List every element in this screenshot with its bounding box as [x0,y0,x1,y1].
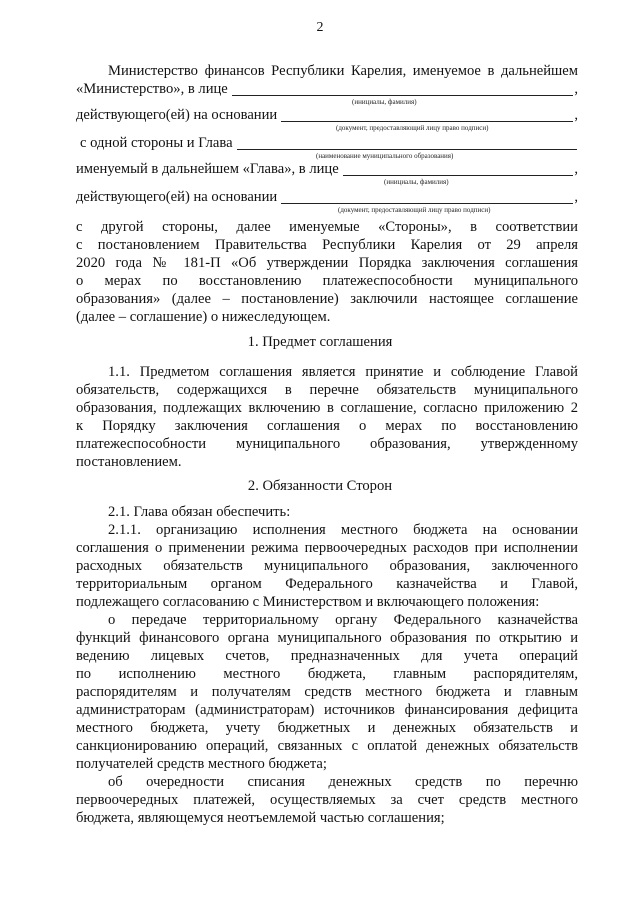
intro-para-line: о мерах по восстановлению платежеспособности муниципального [76,273,578,289]
section-1-line: обязательств, содержащихся в перечне обязательств муниципального [76,382,578,398]
section-2-line: распорядителям и получателям средств местного бюджета и главным [76,684,578,700]
section-2-line: санкционированию операций, связанных с оплатой денежных обязательств [76,738,578,754]
section-2-line: администраторам (администраторам) источников финансирования дефицита [76,702,578,718]
name-blank-1 [232,81,574,96]
page-number: 2 [316,20,324,35]
basis-blank-1 [281,107,573,122]
section-2-line: подлежащего согласованию с Министерством и включающего положения: [76,594,540,610]
intro-para-line: с другой стороны, далее именуемые «Стороны», в соответствии [76,219,578,235]
basis-blank-2 [281,189,573,204]
caption-document-1: (документ, предоставляющий лицу право подписи) [336,124,489,132]
section-2-line: местного бюджета, учету бюджетных и денежных обязательств и [76,720,578,736]
intro-line-5: именуемый в дальнейшем «Глава», в лице , [76,161,578,177]
section-2-line: ведению лицевых счетов, предназначенных для учета операций [76,648,578,664]
section-1-line: платежеспособности муниципального образования, утвержденному [76,436,578,452]
section-1-line: к Порядку заключения соглашения о мерах по восстановлению [76,418,578,434]
caption-municipality: (наименование муниципального образования) [316,152,454,160]
section-2-line: получателей средств местного бюджета; [76,756,327,772]
section-2-line: об очередности списания денежных средств по перечню [108,774,578,790]
intro-line-1: Министерство финансов Республики Карелия, именуемое в дальнейшем [108,63,578,79]
caption-document-2: (документ, предоставляющий лицу право подписи) [338,206,491,214]
section-2-line: по исполнению местного бюджета, главным распорядителям, [76,666,578,682]
intro-line-6: действующего(ей) на основании , [76,189,578,205]
section-2-line: функций финансового органа муниципального образования по открытию и [76,630,578,646]
section-2-line: территориальным органом Федерального казначейства и Главой, [76,576,578,592]
section-2-line: о передаче территориальному органу Федерального казначейства [108,612,578,628]
section-2-line: первоочередных платежей, осуществляемых за счет средств местного [76,792,578,808]
intro-para-line: (далее – соглашение) о нижеследующем. [76,309,331,325]
section-1-line: образования, подлежащих включению в соглашение, согласно приложению 2 [76,400,578,416]
caption-initials-2: (инициалы, фамилия) [384,178,449,186]
intro-line-4: с одной стороны и Глава [80,134,578,152]
section-2-line: соглашения о применении режима первоочередных расходов при исполнении [76,540,578,556]
intro-line-3: действующего(ей) на основании , [76,107,578,123]
caption-initials-1: (инициалы, фамилия) [352,98,417,106]
section-1-line: 1.1. Предметом соглашения является принятие и соблюдение Главой [108,364,578,380]
intro-line-2: «Министерство», в лице , [76,81,578,97]
section-1-heading: 1. Предмет соглашения [247,334,393,350]
intro-para-line: образования» (далее – постановление) заключили настоящее соглашение [76,291,578,307]
municipality-blank [237,135,577,150]
section-2-line: бюджета, являющемуся неотъемлемой частью соглашения; [76,810,445,826]
intro-para-line: с постановлением Правительства Республики Карелия от 29 апреля [76,237,578,253]
section-1-line: постановлением. [76,454,182,470]
intro-para-line: 2020 года № 181-П «Об утверждении Порядка заключения соглашения [76,255,578,271]
section-2-line: 2.1.1. организацию исполнения местного бюджета на основании [108,522,578,538]
section-2-line: расходных обязательств муниципального образования, заключенного [76,558,578,574]
section-2-heading: 2. Обязанности Сторон [247,478,393,494]
section-2-line: 2.1. Глава обязан обеспечить: [108,504,291,520]
name-blank-2 [343,161,574,176]
